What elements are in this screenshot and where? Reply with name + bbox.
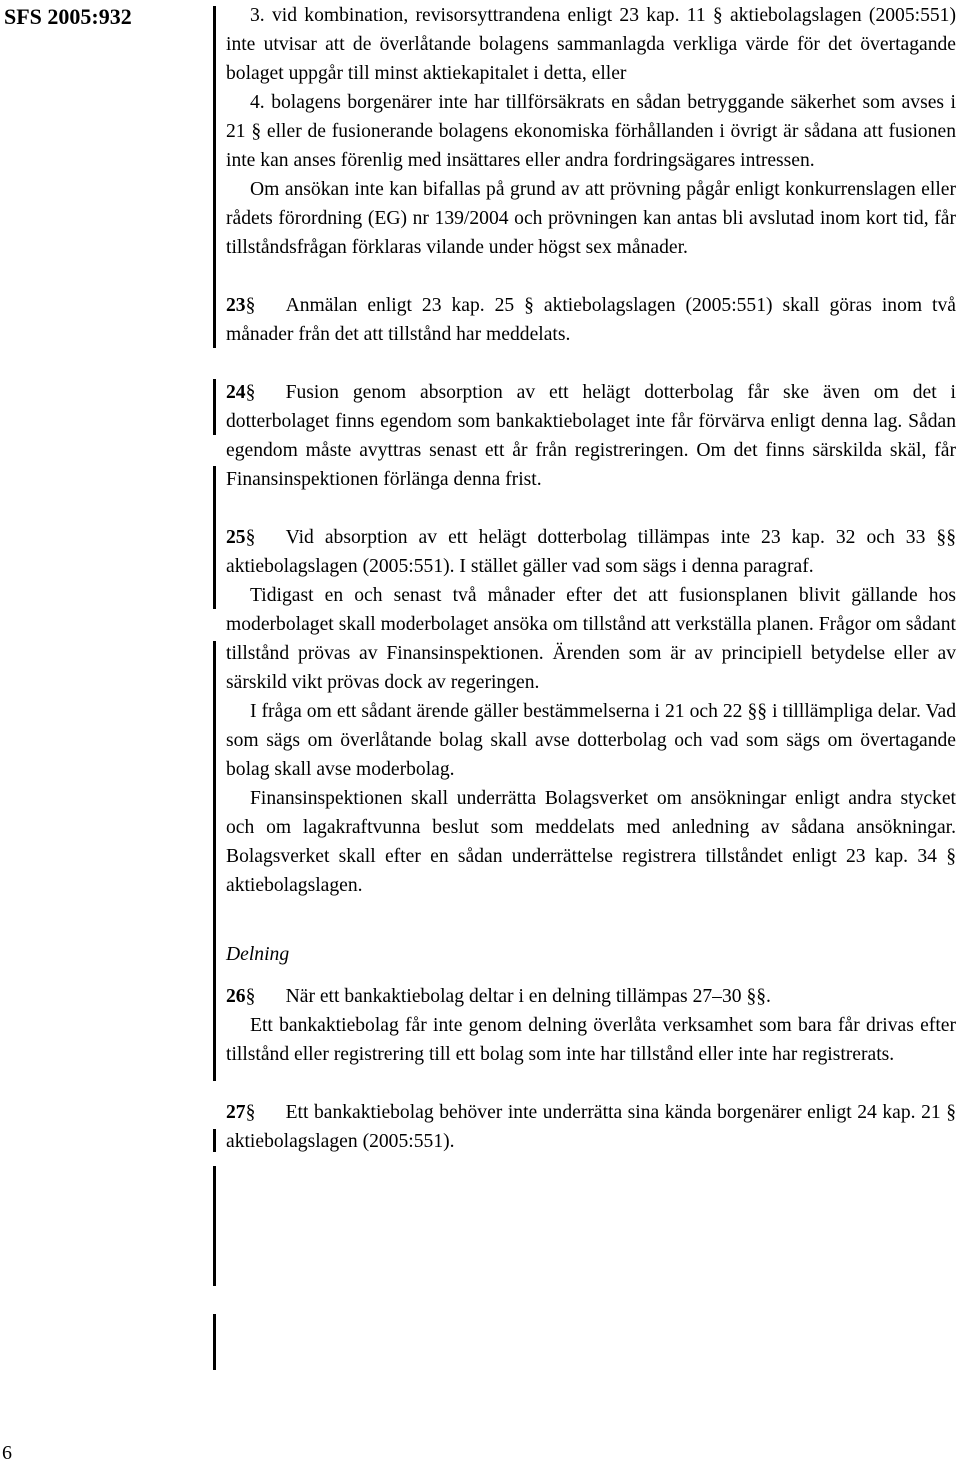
document-body	[226, 1, 956, 1156]
heading-delning: Delning	[226, 944, 290, 965]
section-25-paragraph-4: Finansinspektionen skall underrätta Bolagsverket om ansökningar enligt andra stycket och om lagakraftvunna beslut som meddelats med anledning av sådana ansökningar. Bolagsverket skall efter en sådan underrättelse registrera tillståndet enligt 23 kap. 34 § aktiebolagslagen.	[226, 788, 956, 896]
section-text: Ett bankaktiebolag behöver inte underrätta sina kända borgenärer enligt 24 kap. 21 § aktiebolagslagen (2005:551).	[226, 1102, 956, 1152]
section-text: Vid absorption av ett helägt dotterbolag tillämpas inte 23 kap. 32 och 33 §§ aktiebolagslagen (2005:551). I stället gäller vad som sägs i denna paragraf.	[226, 527, 956, 577]
section-symbol: §	[245, 527, 256, 548]
section-number: 23	[226, 295, 246, 316]
change-bar	[213, 1129, 216, 1152]
section-25-paragraph-2: Tidigast en och senast två månader efter det att fusionsplanen blivit gällande hos moderbolaget skall moderbolaget ansöka om tillstånd att verkställa planen. Frågor om sådant tillstånd prövas av Finansinspektionen. Ärenden som är av principiell betydelse eller av särskild vikt prövas dock av regeringen.	[226, 585, 956, 693]
section-24	[226, 378, 956, 494]
section-text: När ett bankaktiebolag deltar i en delning tillämpas 27–30 §§.	[285, 986, 771, 1007]
section-number: 25	[226, 527, 246, 548]
section-27	[226, 1098, 956, 1156]
section-text: Fusion genom absorption av ett helägt dotterbolag får ske även om det i dotterbolaget finns egendom som bankaktiebolaget inte får förvärva enligt denna lag. Sådan egendom måste avyttras senast ett år från registreringen. Om det finns särskilda skäl, får Finansinspektionen förlänga denna frist.	[226, 382, 956, 490]
section-25-paragraph-3: I fråga om ett sådant ärende gäller bestämmelserna i 21 och 22 §§ i tilllämpliga delar. Vad som sägs om överlåtande bolag skall avse dotterbolag och vad som sägs om övertagande bolag skall avse moderbolag.	[226, 701, 956, 780]
page-number: 6	[2, 1442, 12, 1464]
change-bar	[213, 1166, 216, 1286]
section-26	[226, 982, 956, 1011]
section-23	[226, 291, 956, 349]
paragraph-om-ansokan: Om ansökan inte kan bifallas på grund av att prövning pågår enligt konkurrenslagen eller rådets förordning (EG) nr 139/2004 och prövningen kan antas bli avslutad inom kort tid, får tillståndsfrågan förklaras vilande under högst sex månader.	[226, 179, 956, 258]
section-symbol: §	[245, 295, 256, 316]
section-symbol: §	[245, 1102, 256, 1123]
section-25	[226, 523, 956, 581]
change-bar	[213, 379, 216, 435]
change-bar	[213, 641, 216, 1081]
list-item-3: 3. vid kombination, revisorsyttrandena enligt 23 kap. 11 § aktiebolagslagen (2005:551) inte utvisar att de överlåtande bolagens sammanlagda verkliga värde för det övertagande bolaget uppgår till minst aktiekapitalet i detta, eller	[226, 5, 956, 84]
section-text: Anmälan enligt 23 kap. 25 § aktiebolagslagen (2005:551) skall göras inom två månader från det att tillstånd har meddelats.	[226, 295, 956, 345]
section-number: 24	[226, 382, 246, 403]
sfs-number: SFS 2005:932	[4, 4, 132, 29]
section-symbol: §	[245, 986, 256, 1007]
change-bar	[213, 6, 216, 348]
list-item-4: 4. bolagens borgenärer inte har tillförsäkrats en sådan betryggande säkerhet som avses i 21 § eller de fusionerande bolagens ekonomiska förhållanden i övrigt är sådana att fusionen inte kan anses förenlig med insättares eller andra fordringsägares intressen.	[226, 92, 956, 171]
section-number: 27	[226, 1102, 246, 1123]
change-bar	[213, 466, 216, 609]
section-symbol: §	[245, 382, 256, 403]
section-number: 26	[226, 986, 246, 1007]
change-bar	[213, 1314, 216, 1370]
section-26-paragraph-2: Ett bankaktiebolag får inte genom delning överlåta verksamhet som bara får drivas efter tillstånd eller registrering till ett bolag som inte har tillstånd eller inte har registrerats.	[226, 1015, 956, 1065]
